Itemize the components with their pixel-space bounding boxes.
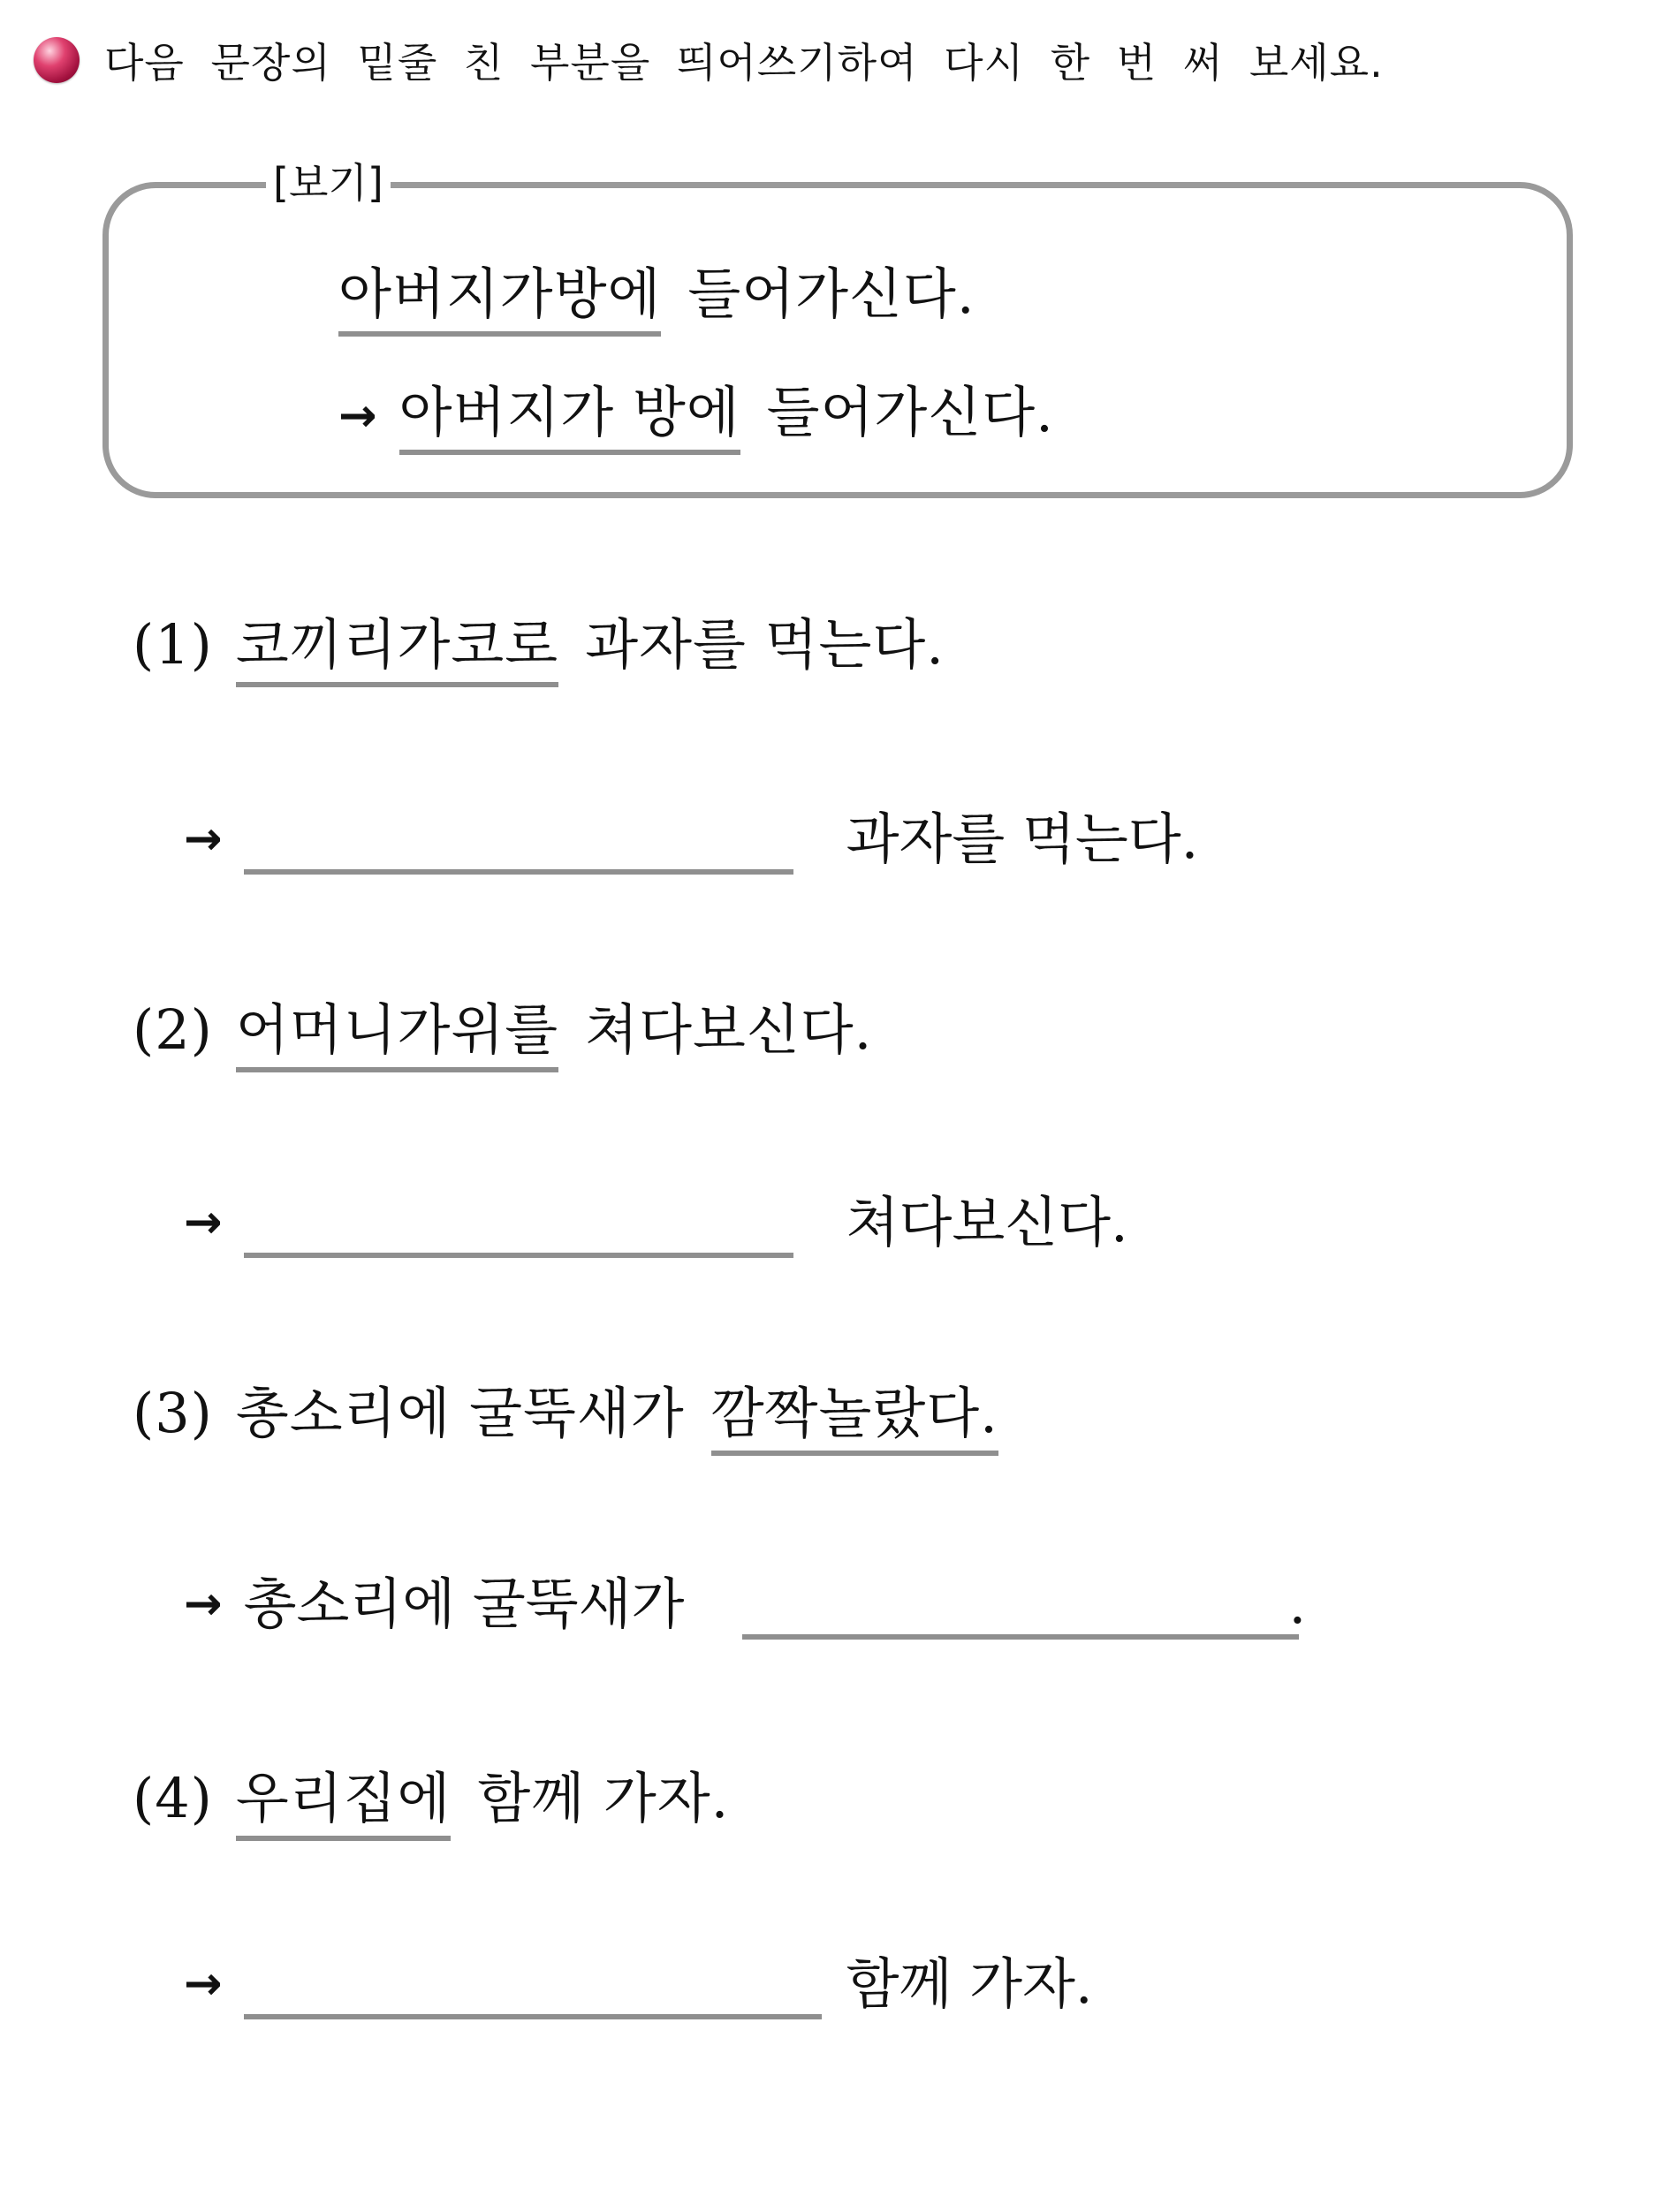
answer-suffix: 함께 가자. [846,1951,1093,2016]
question-underlined: 어머니가위를 [236,998,558,1072]
answer-suffix: 쳐다보신다. [846,1190,1128,1254]
example-label: [보기] [266,156,391,209]
arrow-icon: → [184,1578,223,1631]
question-rest: 쳐다보신다. [585,997,873,1062]
answer-1 [184,804,1198,875]
question-underlined: 코끼리가코로 [236,613,558,687]
question-rest: 과자를 먹는다. [585,612,945,677]
instruction-text: 다음 문장의 밑줄 친 부분을 띄어쓰기하여 다시 한 번 써 보세요. [104,39,1384,87]
question-number: (2) [133,997,213,1062]
answer-suffix: . [1288,1572,1307,1636]
question-3 [133,1378,998,1456]
answer-blank[interactable] [244,1191,793,1258]
answer-blank[interactable] [742,1572,1299,1640]
answer-blank[interactable] [244,807,793,875]
bullet-ball-icon [34,37,80,83]
answer-2 [184,1187,1128,1258]
example-sentence [338,259,975,337]
answer-4 [184,1949,1093,2019]
example-box [102,159,1573,498]
question-rest: 함께 가자. [477,1766,730,1830]
arrow-icon: → [184,1196,223,1249]
arrow-icon: → [184,1958,223,2011]
example-answer-rest: 들어가신다. [766,380,1054,444]
question-number: (3) [133,1381,213,1445]
example-answer-underlined: 아버지가 방에 [399,381,740,455]
question-underlined: 깜짝놀랐다. [711,1382,998,1456]
example-underlined-text: 아버지가방에 [338,262,661,337]
question-1 [133,610,945,687]
example-answer [338,377,1054,455]
question-underlined: 우리집에 [236,1767,452,1841]
answer-3 [184,1569,1306,1640]
question-number: (1) [133,612,213,677]
question-number: (4) [133,1766,213,1830]
answer-suffix: 과자를 먹는다. [846,807,1199,871]
arrow-icon: → [184,813,223,866]
instruction [34,34,1384,87]
question-4 [133,1763,729,1841]
answer-blank[interactable] [244,1952,822,2019]
question-pre: 총소리에 굴뚝새가 [235,1381,685,1445]
example-rest-text: 들어가신다. [687,261,975,326]
question-2 [133,995,872,1072]
arrow-icon: → [338,390,378,443]
answer-prefix: 총소리에 굴뚝새가 [243,1572,685,1636]
